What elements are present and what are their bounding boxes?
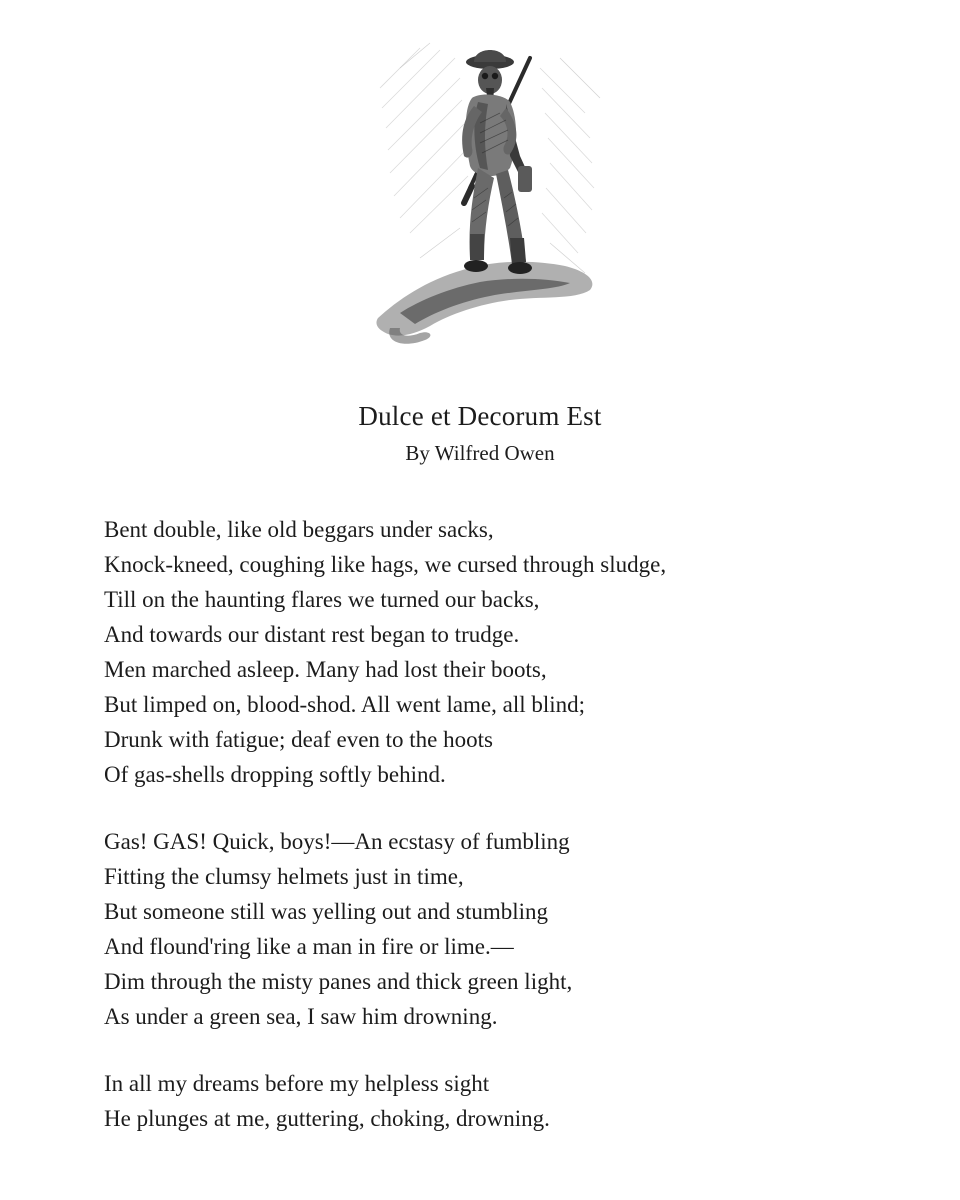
poem-line: Till on the haunting flares we turned our backs,	[104, 587, 540, 612]
poem-author: By Wilfred Owen	[405, 441, 555, 465]
poem-line: Fitting the clumsy helmets just in time,	[104, 864, 464, 889]
poem-line: Knock-kneed, coughing like hags, we cursed through sludge,	[104, 552, 667, 577]
poem-title: Dulce et Decorum Est	[358, 401, 602, 431]
gas-mask-soldier-sketch-icon	[360, 28, 620, 358]
poem-line: Gas! GAS! Quick, boys!—An ecstasy of fumbling	[104, 829, 570, 854]
poem-line: And towards our distant rest began to trudge.	[104, 622, 520, 647]
poem-line: Dim through the misty panes and thick green light,	[104, 969, 573, 994]
poem-line: Of gas-shells dropping softly behind.	[104, 762, 446, 787]
poem-line: In all my dreams before my helpless sight	[104, 1071, 490, 1096]
stanza-2	[104, 824, 924, 1034]
poem-line: He plunges at me, guttering, choking, drowning.	[104, 1106, 550, 1131]
poem-line: And flound'ring like a man in fire or lime.—	[104, 934, 514, 959]
poem-body	[104, 512, 924, 1168]
poem-line: As under a green sea, I saw him drowning.	[104, 1004, 498, 1029]
poem-line: Drunk with fatigue; deaf even to the hoots	[104, 727, 493, 752]
poem-line: Bent double, like old beggars under sacks,	[104, 517, 494, 542]
poem-line: But someone still was yelling out and stumbling	[104, 899, 549, 924]
poem-header	[0, 396, 960, 468]
poem-line: Men marched asleep. Many had lost their boots,	[104, 657, 547, 682]
poem-line: But limped on, blood-shod. All went lame, all blind;	[104, 692, 586, 717]
stanza-3	[104, 1066, 924, 1136]
stanza-1	[104, 512, 924, 792]
soldier-illustration	[360, 28, 620, 358]
